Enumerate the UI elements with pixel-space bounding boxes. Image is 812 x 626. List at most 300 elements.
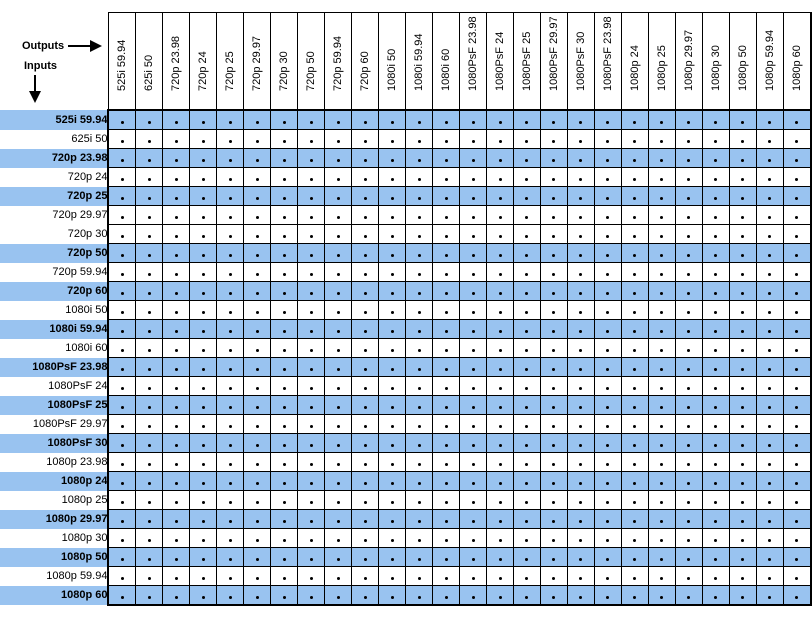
supported-dot-icon	[768, 577, 771, 580]
conversion-cell	[433, 358, 460, 377]
supported-dot-icon	[175, 292, 178, 295]
supported-dot-icon	[310, 273, 313, 276]
supported-dot-icon	[741, 159, 744, 162]
conversion-cell	[271, 320, 298, 339]
supported-dot-icon	[445, 292, 448, 295]
input-format-label: 720p 29.97	[0, 206, 108, 225]
supported-dot-icon	[229, 558, 232, 561]
conversion-cell	[540, 472, 567, 491]
conversion-cell	[594, 206, 621, 225]
supported-dot-icon	[687, 311, 690, 314]
supported-dot-icon	[148, 444, 151, 447]
conversion-cell	[163, 339, 190, 358]
supported-dot-icon	[714, 577, 717, 580]
conversion-cell	[217, 529, 244, 548]
supported-dot-icon	[660, 311, 663, 314]
input-row	[0, 415, 811, 434]
conversion-cell	[487, 510, 514, 529]
supported-dot-icon	[795, 406, 798, 409]
supported-dot-icon	[229, 425, 232, 428]
supported-dot-icon	[229, 330, 232, 333]
output-format-label: 525i 59.94	[116, 39, 129, 91]
conversion-cell	[136, 396, 163, 415]
conversion-cell	[433, 491, 460, 510]
supported-dot-icon	[445, 254, 448, 257]
conversion-cell	[271, 110, 298, 130]
supported-dot-icon	[202, 558, 205, 561]
conversion-cell	[621, 263, 648, 282]
conversion-cell	[325, 244, 352, 263]
supported-dot-icon	[795, 140, 798, 143]
supported-dot-icon	[364, 425, 367, 428]
supported-dot-icon	[606, 387, 609, 390]
supported-dot-icon	[579, 121, 582, 124]
conversion-cell	[433, 434, 460, 453]
conversion-cell	[594, 358, 621, 377]
conversion-cell	[567, 415, 594, 434]
supported-dot-icon	[310, 406, 313, 409]
conversion-cell	[406, 510, 433, 529]
supported-dot-icon	[283, 520, 286, 523]
supported-dot-icon	[687, 558, 690, 561]
supported-dot-icon	[633, 406, 636, 409]
conversion-cell	[352, 320, 379, 339]
supported-dot-icon	[714, 216, 717, 219]
supported-dot-icon	[391, 558, 394, 561]
conversion-cell	[298, 396, 325, 415]
supported-dot-icon	[606, 368, 609, 371]
conversion-cell	[567, 491, 594, 510]
conversion-cell	[379, 244, 406, 263]
supported-dot-icon	[364, 501, 367, 504]
conversion-cell	[675, 453, 702, 472]
conversion-cell	[756, 396, 783, 415]
supported-dot-icon	[633, 197, 636, 200]
supported-dot-icon	[795, 216, 798, 219]
matrix-body	[0, 110, 811, 605]
supported-dot-icon	[606, 216, 609, 219]
supported-dot-icon	[283, 254, 286, 257]
conversion-cell	[433, 339, 460, 358]
supported-dot-icon	[741, 254, 744, 257]
supported-dot-icon	[579, 558, 582, 561]
conversion-cell	[514, 529, 541, 548]
output-format-header	[514, 13, 541, 111]
supported-dot-icon	[472, 558, 475, 561]
supported-dot-icon	[121, 368, 124, 371]
supported-dot-icon	[606, 121, 609, 124]
supported-dot-icon	[364, 235, 367, 238]
supported-dot-icon	[121, 558, 124, 561]
conversion-cell	[406, 434, 433, 453]
supported-dot-icon	[768, 463, 771, 466]
supported-dot-icon	[552, 197, 555, 200]
supported-dot-icon	[633, 254, 636, 257]
supported-dot-icon	[795, 501, 798, 504]
supported-dot-icon	[256, 140, 259, 143]
conversion-cell	[702, 586, 729, 606]
conversion-cell	[352, 434, 379, 453]
conversion-cell	[729, 130, 756, 149]
conversion-cell	[514, 320, 541, 339]
conversion-cell	[325, 567, 352, 586]
supported-dot-icon	[795, 273, 798, 276]
conversion-cell	[108, 529, 135, 548]
supported-dot-icon	[364, 368, 367, 371]
conversion-cell	[675, 510, 702, 529]
conversion-cell	[540, 130, 567, 149]
conversion-cell	[567, 472, 594, 491]
supported-dot-icon	[768, 216, 771, 219]
supported-dot-icon	[741, 311, 744, 314]
conversion-cell	[325, 320, 352, 339]
supported-dot-icon	[525, 140, 528, 143]
conversion-cell	[702, 320, 729, 339]
conversion-cell	[675, 396, 702, 415]
output-format-header	[271, 13, 298, 111]
conversion-cell	[352, 206, 379, 225]
conversion-cell	[163, 510, 190, 529]
supported-dot-icon	[445, 140, 448, 143]
supported-dot-icon	[525, 596, 528, 599]
supported-dot-icon	[499, 140, 502, 143]
conversion-cell	[325, 339, 352, 358]
conversion-cell	[540, 282, 567, 301]
conversion-cell	[460, 586, 487, 606]
supported-dot-icon	[445, 425, 448, 428]
conversion-cell	[325, 491, 352, 510]
supported-dot-icon	[579, 235, 582, 238]
supported-dot-icon	[310, 159, 313, 162]
supported-dot-icon	[229, 577, 232, 580]
conversion-cell	[298, 130, 325, 149]
conversion-cell	[190, 320, 217, 339]
input-format-label: 1080p 23.98	[0, 453, 108, 472]
conversion-cell	[217, 130, 244, 149]
supported-dot-icon	[283, 197, 286, 200]
conversion-cell	[406, 130, 433, 149]
supported-dot-icon	[391, 235, 394, 238]
conversion-cell	[648, 548, 675, 567]
conversion-cell	[702, 206, 729, 225]
supported-dot-icon	[499, 387, 502, 390]
conversion-cell	[352, 415, 379, 434]
supported-dot-icon	[445, 520, 448, 523]
supported-dot-icon	[229, 197, 232, 200]
conversion-cell	[540, 548, 567, 567]
conversion-cell	[406, 415, 433, 434]
supported-dot-icon	[660, 463, 663, 466]
supported-dot-icon	[310, 254, 313, 257]
supported-dot-icon	[606, 596, 609, 599]
conversion-cell	[648, 491, 675, 510]
supported-dot-icon	[202, 539, 205, 542]
conversion-cell	[271, 301, 298, 320]
supported-dot-icon	[795, 349, 798, 352]
input-row	[0, 377, 811, 396]
supported-dot-icon	[364, 520, 367, 523]
conversion-cell	[217, 453, 244, 472]
conversion-cell	[352, 358, 379, 377]
output-format-header	[783, 13, 811, 111]
conversion-cell	[460, 130, 487, 149]
supported-dot-icon	[660, 140, 663, 143]
conversion-cell	[298, 491, 325, 510]
conversion-cell	[352, 301, 379, 320]
conversion-cell	[298, 225, 325, 244]
supported-dot-icon	[741, 140, 744, 143]
output-format-header	[702, 13, 729, 111]
conversion-cell	[514, 415, 541, 434]
supported-dot-icon	[175, 406, 178, 409]
conversion-cell	[244, 510, 271, 529]
conversion-cell	[190, 339, 217, 358]
conversion-cell	[136, 263, 163, 282]
supported-dot-icon	[768, 596, 771, 599]
supported-dot-icon	[256, 178, 259, 181]
supported-dot-icon	[768, 178, 771, 181]
supported-dot-icon	[768, 121, 771, 124]
input-format-label: 625i 50	[0, 130, 108, 149]
conversion-cell	[244, 434, 271, 453]
input-format-label: 720p 30	[0, 225, 108, 244]
conversion-cell	[244, 187, 271, 206]
conversion-cell	[244, 149, 271, 168]
conversion-cell	[406, 225, 433, 244]
conversion-cell	[244, 567, 271, 586]
conversion-cell	[621, 529, 648, 548]
supported-dot-icon	[175, 311, 178, 314]
conversion-cell	[675, 187, 702, 206]
supported-dot-icon	[364, 197, 367, 200]
supported-dot-icon	[418, 197, 421, 200]
conversion-cell	[136, 453, 163, 472]
supported-dot-icon	[552, 349, 555, 352]
supported-dot-icon	[472, 539, 475, 542]
supported-dot-icon	[310, 216, 313, 219]
supported-dot-icon	[445, 577, 448, 580]
conversion-cell	[108, 548, 135, 567]
supported-dot-icon	[418, 159, 421, 162]
supported-dot-icon	[633, 596, 636, 599]
input-format-label: 1080p 25	[0, 491, 108, 510]
conversion-cell	[136, 168, 163, 187]
supported-dot-icon	[795, 520, 798, 523]
supported-dot-icon	[606, 159, 609, 162]
supported-dot-icon	[310, 121, 313, 124]
supported-dot-icon	[310, 330, 313, 333]
conversion-cell	[487, 453, 514, 472]
conversion-cell	[702, 149, 729, 168]
supported-dot-icon	[256, 444, 259, 447]
supported-dot-icon	[310, 482, 313, 485]
conversion-cell	[190, 415, 217, 434]
conversion-cell	[406, 339, 433, 358]
conversion-cell	[783, 339, 811, 358]
conversion-cell	[675, 472, 702, 491]
output-format-label: 1080PsF 24	[494, 31, 507, 91]
supported-dot-icon	[391, 368, 394, 371]
supported-dot-icon	[418, 387, 421, 390]
supported-dot-icon	[741, 197, 744, 200]
conversion-cell	[190, 149, 217, 168]
conversion-cell	[108, 567, 135, 586]
supported-dot-icon	[660, 577, 663, 580]
conversion-cell	[190, 586, 217, 606]
supported-dot-icon	[256, 330, 259, 333]
conversion-cell	[783, 491, 811, 510]
supported-dot-icon	[660, 368, 663, 371]
conversion-cell	[540, 358, 567, 377]
conversion-cell	[190, 396, 217, 415]
supported-dot-icon	[499, 558, 502, 561]
conversion-cell	[621, 320, 648, 339]
conversion-cell	[567, 149, 594, 168]
input-format-label: 720p 23.98	[0, 149, 108, 168]
output-format-header	[756, 13, 783, 111]
conversion-cell	[756, 586, 783, 606]
conversion-cell	[217, 548, 244, 567]
conversion-cell	[460, 472, 487, 491]
conversion-cell	[540, 377, 567, 396]
conversion-cell	[325, 187, 352, 206]
supported-dot-icon	[121, 539, 124, 542]
supported-dot-icon	[687, 121, 690, 124]
supported-dot-icon	[121, 273, 124, 276]
conversion-cell	[406, 110, 433, 130]
conversion-cell	[433, 377, 460, 396]
conversion-cell	[567, 510, 594, 529]
input-format-label: 1080PsF 25	[0, 396, 108, 415]
supported-dot-icon	[687, 406, 690, 409]
supported-dot-icon	[418, 292, 421, 295]
supported-dot-icon	[499, 406, 502, 409]
supported-dot-icon	[552, 273, 555, 276]
supported-dot-icon	[310, 235, 313, 238]
input-row	[0, 130, 811, 149]
conversion-cell	[108, 130, 135, 149]
supported-dot-icon	[499, 330, 502, 333]
supported-dot-icon	[741, 387, 744, 390]
conversion-cell	[540, 567, 567, 586]
supported-dot-icon	[283, 311, 286, 314]
supported-dot-icon	[175, 463, 178, 466]
input-row	[0, 168, 811, 187]
conversion-cell	[487, 434, 514, 453]
supported-dot-icon	[714, 121, 717, 124]
supported-dot-icon	[714, 311, 717, 314]
supported-dot-icon	[660, 235, 663, 238]
supported-dot-icon	[714, 330, 717, 333]
supported-dot-icon	[687, 159, 690, 162]
input-format-label: 1080p 50	[0, 548, 108, 567]
conversion-cell	[136, 339, 163, 358]
supported-dot-icon	[633, 273, 636, 276]
supported-dot-icon	[795, 463, 798, 466]
output-format-label: 1080i 60	[440, 48, 453, 91]
conversion-cell	[352, 225, 379, 244]
supported-dot-icon	[552, 330, 555, 333]
conversion-cell	[298, 548, 325, 567]
conversion-cell	[352, 263, 379, 282]
supported-dot-icon	[391, 140, 394, 143]
conversion-cell	[136, 282, 163, 301]
supported-dot-icon	[714, 596, 717, 599]
supported-dot-icon	[633, 558, 636, 561]
conversion-cell	[487, 396, 514, 415]
supported-dot-icon	[633, 311, 636, 314]
supported-dot-icon	[175, 159, 178, 162]
supported-dot-icon	[283, 539, 286, 542]
conversion-cell	[648, 396, 675, 415]
supported-dot-icon	[418, 539, 421, 542]
supported-dot-icon	[687, 463, 690, 466]
supported-dot-icon	[175, 425, 178, 428]
conversion-cell	[702, 110, 729, 130]
supported-dot-icon	[714, 520, 717, 523]
conversion-cell	[379, 187, 406, 206]
conversion-cell	[217, 168, 244, 187]
conversion-cell	[621, 206, 648, 225]
conversion-cell	[244, 472, 271, 491]
supported-dot-icon	[633, 444, 636, 447]
supported-dot-icon	[337, 349, 340, 352]
input-format-label: 1080PsF 24	[0, 377, 108, 396]
conversion-cell	[217, 377, 244, 396]
supported-dot-icon	[229, 501, 232, 504]
supported-dot-icon	[472, 216, 475, 219]
conversion-cell	[460, 415, 487, 434]
conversion-cell	[487, 301, 514, 320]
supported-dot-icon	[121, 235, 124, 238]
conversion-cell	[379, 472, 406, 491]
conversion-cell	[217, 472, 244, 491]
conversion-cell	[325, 358, 352, 377]
conversion-cell	[648, 301, 675, 320]
conversion-cell	[325, 396, 352, 415]
supported-dot-icon	[337, 501, 340, 504]
supported-dot-icon	[202, 121, 205, 124]
supported-dot-icon	[472, 178, 475, 181]
conversion-cell	[594, 187, 621, 206]
conversion-cell	[621, 472, 648, 491]
conversion-cell	[379, 168, 406, 187]
supported-dot-icon	[148, 539, 151, 542]
supported-dot-icon	[499, 178, 502, 181]
conversion-cell	[702, 491, 729, 510]
conversion-cell	[325, 149, 352, 168]
supported-dot-icon	[310, 463, 313, 466]
output-format-header	[217, 13, 244, 111]
conversion-cell	[756, 472, 783, 491]
supported-dot-icon	[256, 349, 259, 352]
conversion-cell	[352, 548, 379, 567]
supported-dot-icon	[310, 501, 313, 504]
supported-dot-icon	[499, 235, 502, 238]
supported-dot-icon	[229, 368, 232, 371]
output-format-label: 1080p 50	[736, 45, 749, 91]
output-format-label: 720p 60	[359, 51, 372, 91]
supported-dot-icon	[472, 273, 475, 276]
supported-dot-icon	[741, 368, 744, 371]
conversion-cell	[514, 510, 541, 529]
conversion-cell	[514, 187, 541, 206]
supported-dot-icon	[687, 577, 690, 580]
supported-dot-icon	[202, 216, 205, 219]
conversion-cell	[190, 206, 217, 225]
supported-dot-icon	[606, 273, 609, 276]
conversion-cell	[487, 529, 514, 548]
